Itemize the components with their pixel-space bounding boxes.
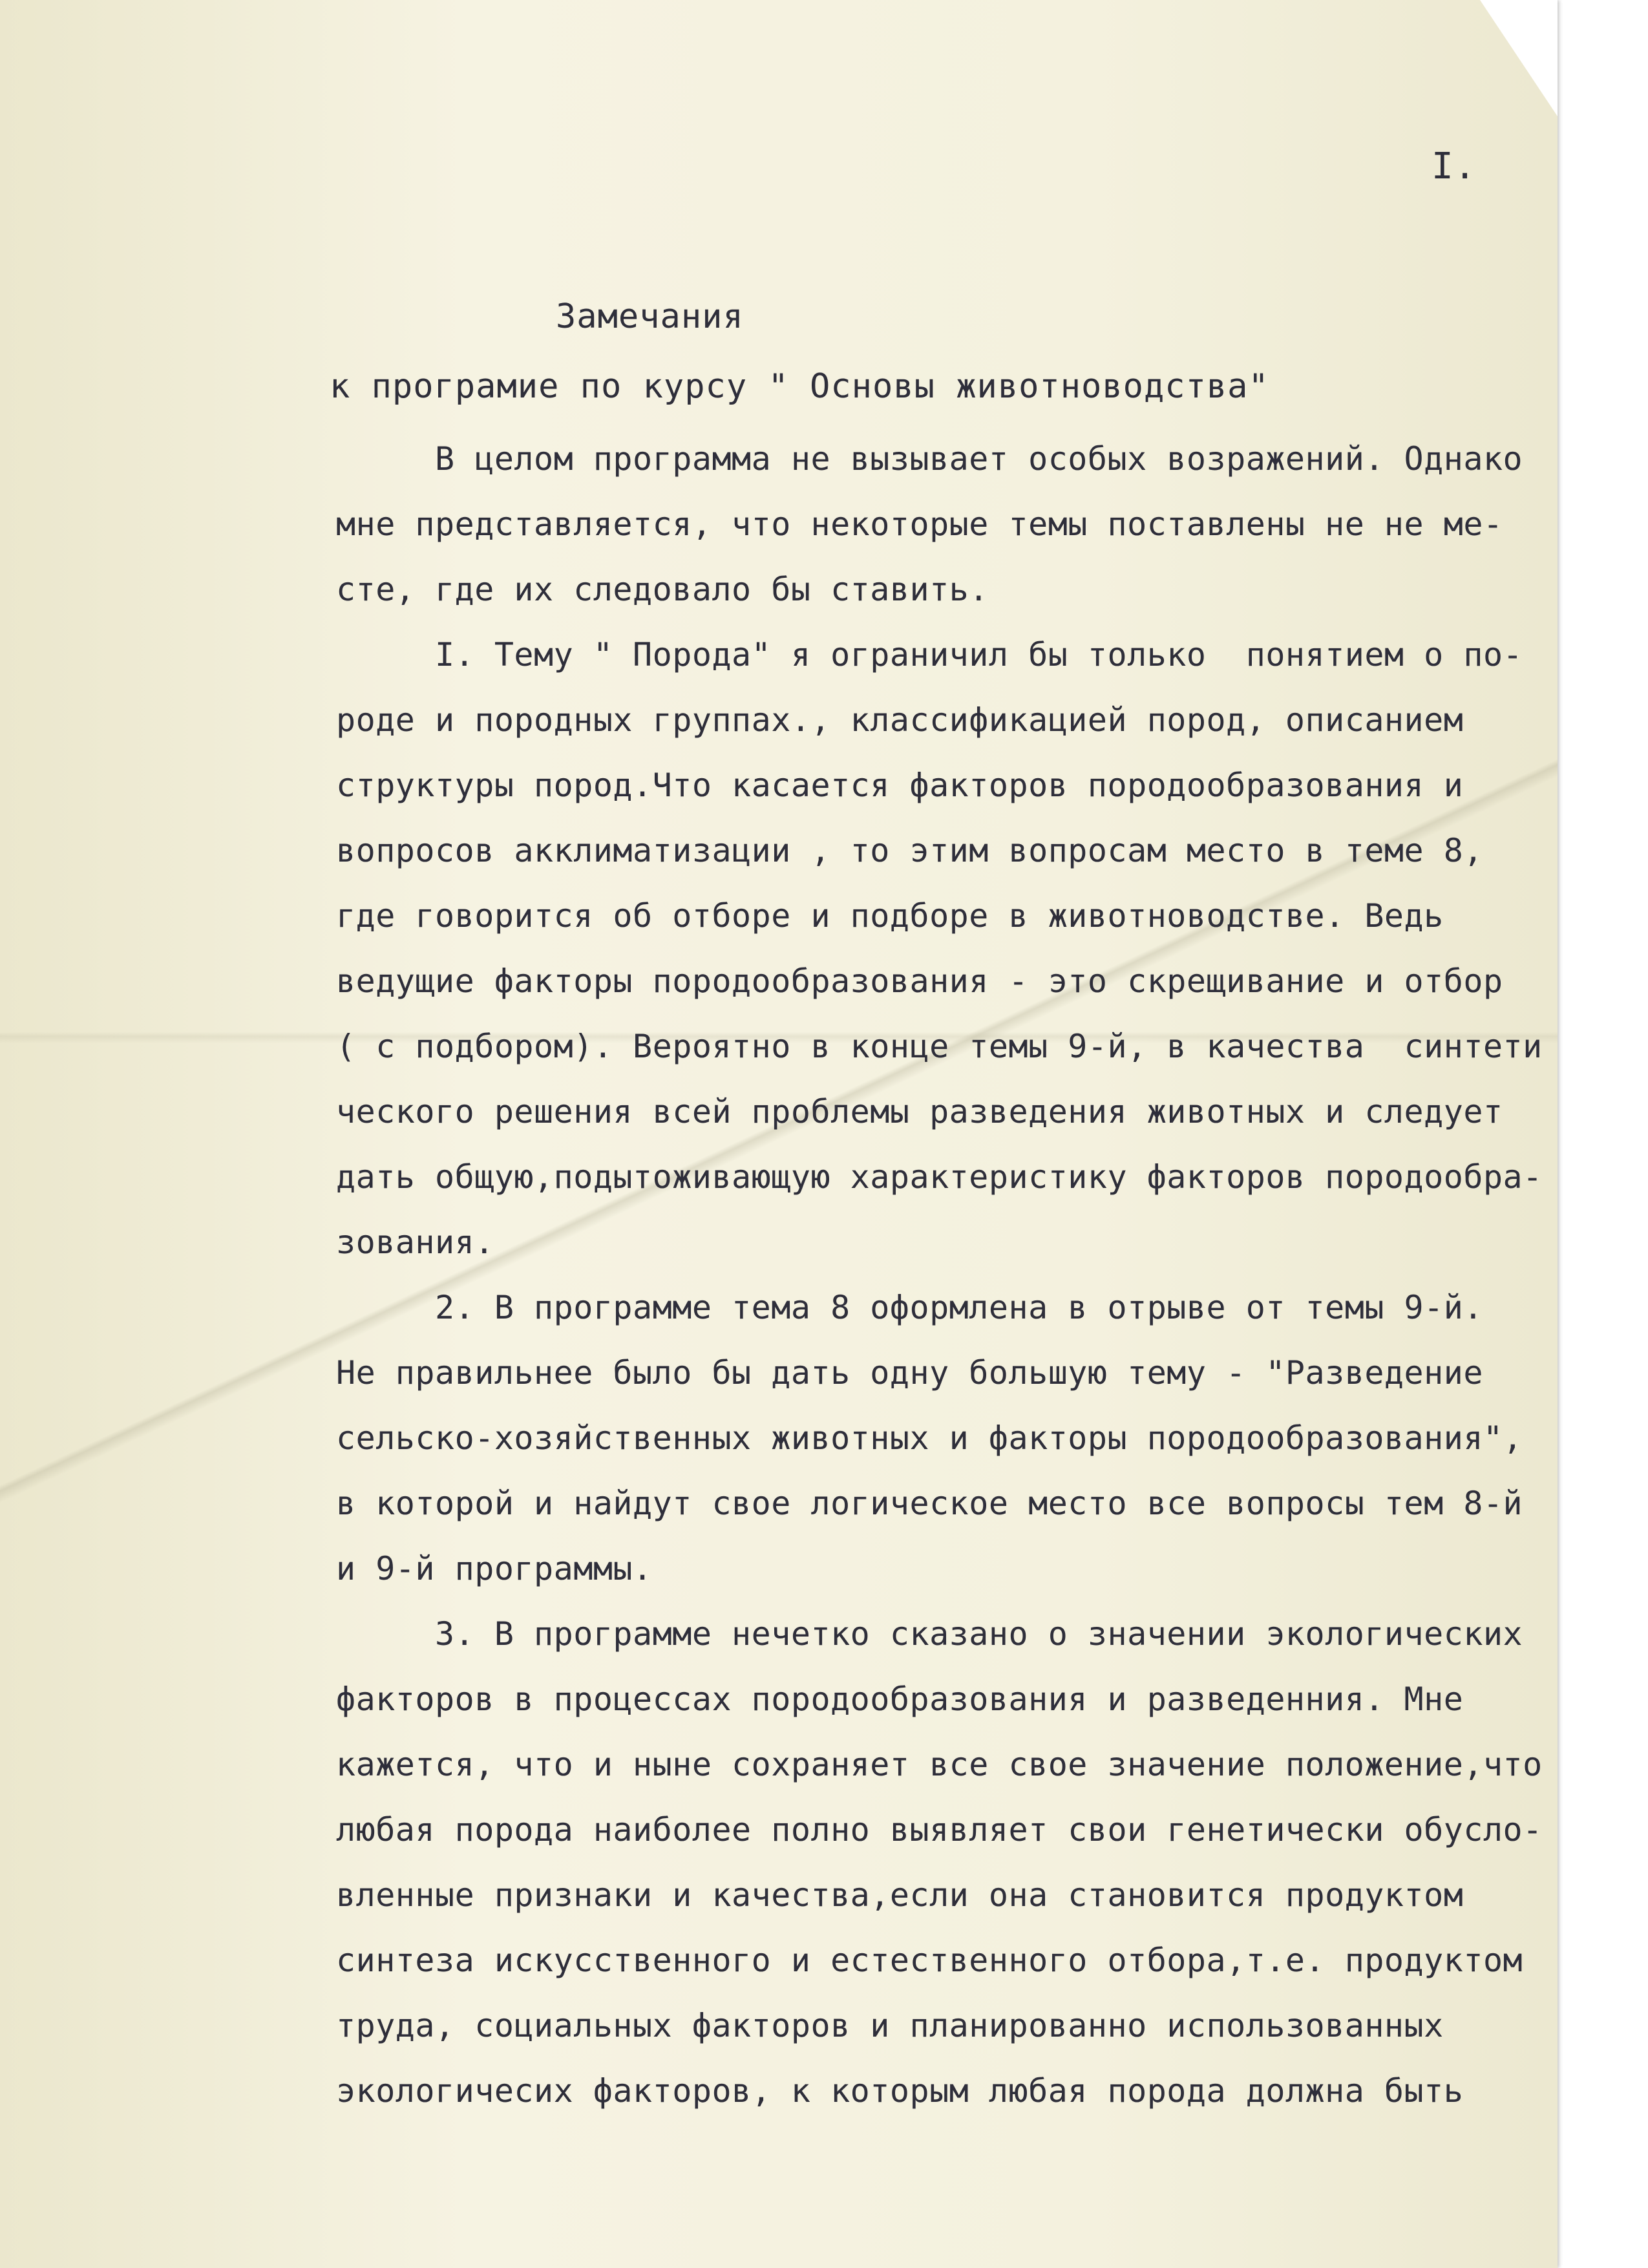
text-line: В целом программа не вызывает особых возражений. Однако (336, 440, 1523, 478)
text-line: ведущие факторы породообразования - это скрещивание и отбор (336, 962, 1503, 1000)
text-line: труда, социальных факторов и планированно использованных (336, 2007, 1444, 2044)
text-line: дать общую,подытоживающую характеристику факторов породообра- (336, 1158, 1543, 1196)
text-line: факторов в процессах породообразования и разведенния. Мне (336, 1680, 1464, 1718)
text-line: Не правильнее было бы дать одну большую тему - "Разведение (336, 1354, 1483, 1392)
text-line: сельско-хозяйственных животных и факторы породообразования", (336, 1419, 1523, 1457)
text-line: где говорится об отборе и подборе в животноводстве. Ведь (336, 897, 1444, 935)
document-body (336, 427, 1551, 2124)
text-line: и 9-й программы. (336, 1550, 653, 1587)
text-line: роде и породных группах., классификацией пород, описанием (336, 701, 1464, 739)
text-line: I. Тему " Порода" я ограничил бы только понятием о по- (336, 636, 1523, 673)
text-line: кажется, что и ныне сохраняет все свое значение положение,что (336, 1746, 1543, 1783)
text-line: 2. В программе тема 8 оформлена в отрыве от темы 9-й. (336, 1289, 1483, 1326)
text-line: экологичесих факторов, к которым любая порода должна быть (336, 2072, 1464, 2110)
text-line: сте, где их следовало бы ставить. (336, 571, 989, 608)
text-line: ( с подбором). Вероятно в конце темы 9-й, в качества синтети (336, 1028, 1543, 1065)
page-number: I. (1431, 145, 1477, 187)
torn-corner (1480, 0, 1558, 116)
text-line: зования. (336, 1224, 494, 1261)
document-title: Замечания (556, 297, 744, 336)
text-line: синтеза искусственного и естественного отбора,т.е. продуктом (336, 1942, 1523, 1979)
text-line: структуры пород.Что касается факторов породообразования и (336, 767, 1464, 804)
text-line: в которой и найдут свое логическое место все вопросы тем 8-й (336, 1485, 1523, 1522)
text-line: вопросов акклиматизации , то этим вопросам место в теме 8, (336, 832, 1483, 869)
text-line: любая порода наиболее полно выявляет свои генетически обусло- (336, 1811, 1543, 1849)
text-line: мне представляется, что некоторые темы поставлены не не ме- (336, 505, 1503, 543)
text-line: ческого решения всей проблемы разведения животных и следует (336, 1093, 1503, 1130)
text-line: 3. В программе нечетко сказано о значении экологических (336, 1615, 1523, 1653)
document-subtitle: к програмие по курсу " Основы животноводства" (330, 367, 1269, 406)
text-line: вленные признаки и качества,если она становится продуктом (336, 1876, 1464, 1914)
